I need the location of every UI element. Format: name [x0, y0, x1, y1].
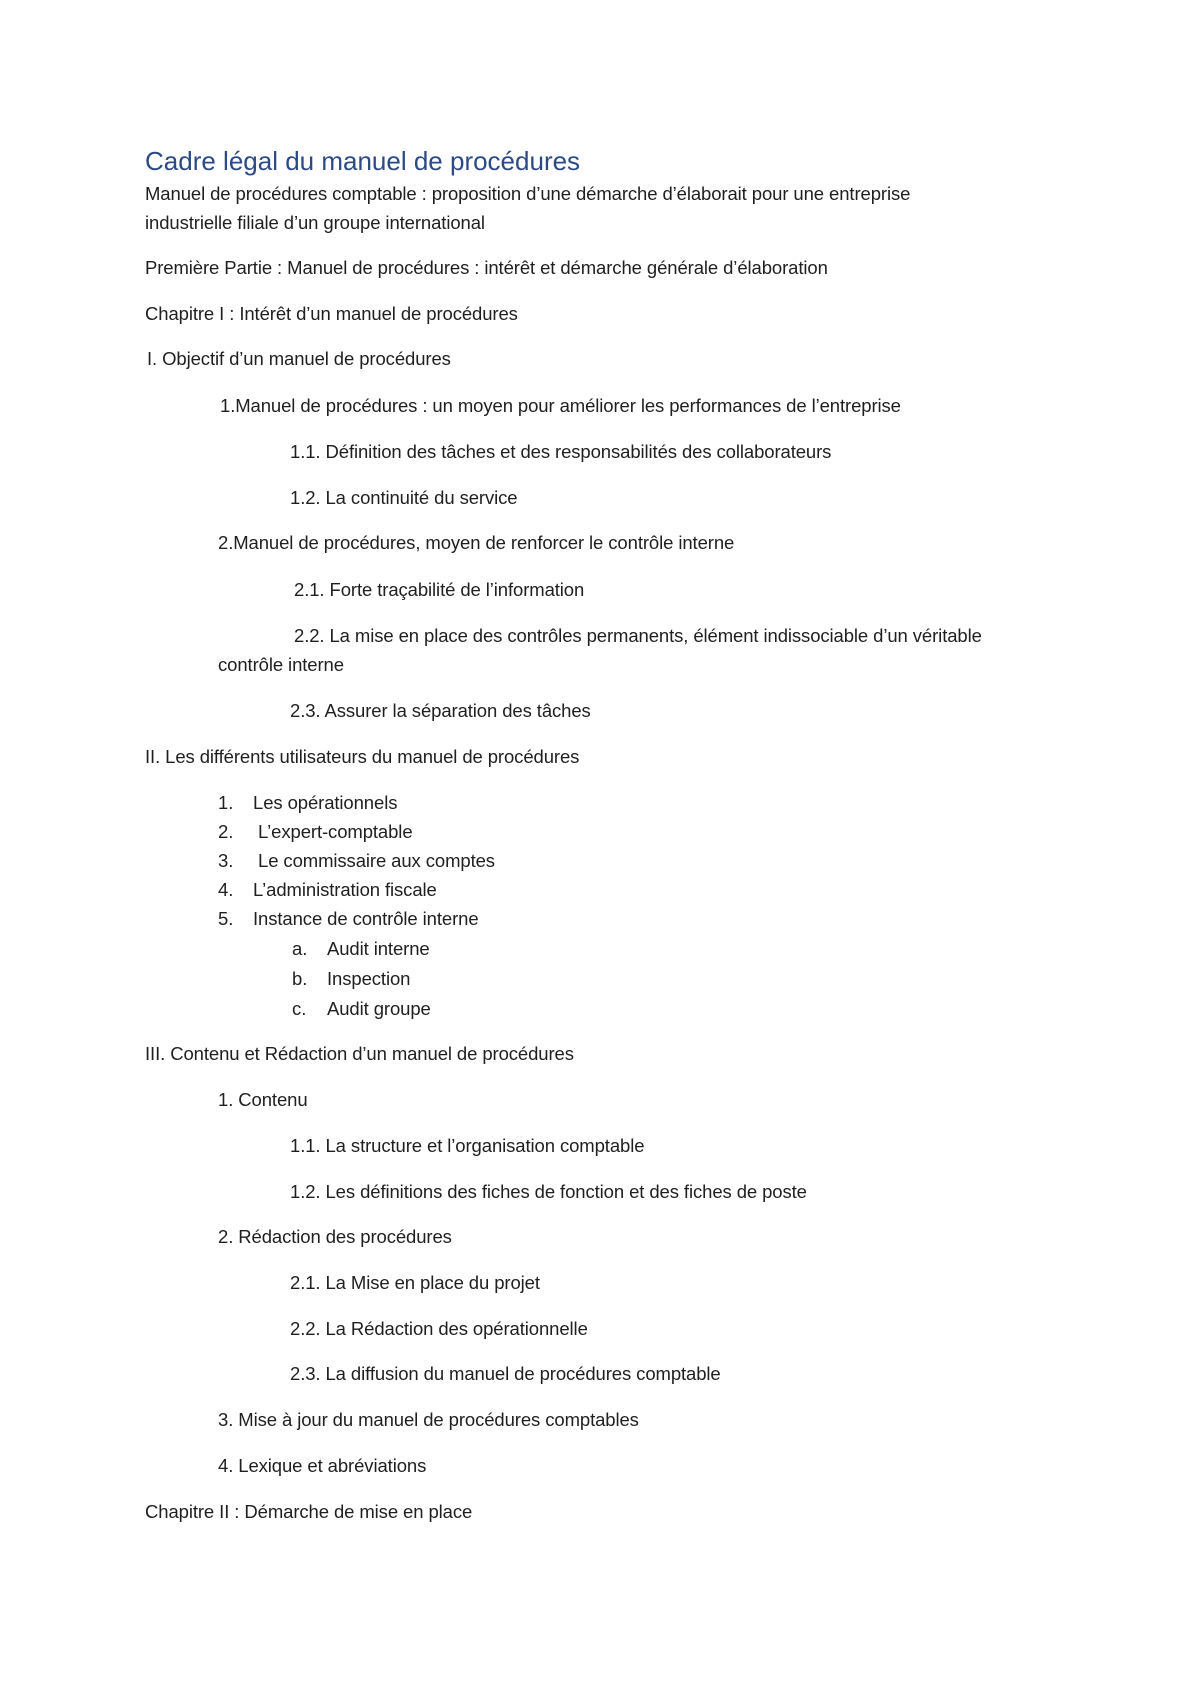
- section-I-1-heading: 1.Manuel de procédures : un moyen pour améliorer les performances de l’entreprise: [220, 395, 901, 416]
- section-I-2-1: 2.1. Forte traçabilité de l’information: [294, 579, 585, 600]
- sublist-item-letter: c.: [292, 998, 307, 1019]
- section-I-2-3: 2.3. Assurer la séparation des tâches: [290, 700, 591, 721]
- intro-line-2: industrielle filiale d’un groupe international: [145, 212, 485, 233]
- sublist-item: Inspection: [327, 968, 411, 989]
- section-I-1-2: 1.2. La continuité du service: [290, 487, 518, 508]
- list-item-number: 3.: [218, 850, 234, 871]
- sublist-item: Audit groupe: [327, 998, 431, 1019]
- chapter-2-heading: Chapitre II : Démarche de mise en place: [145, 1501, 473, 1522]
- section-I-2-2-line-2: contrôle interne: [218, 654, 344, 675]
- section-I-2-2-line-1: 2.2. La mise en place des contrôles permanents, élément indissociable d’un véritable: [294, 625, 982, 646]
- section-III-2-1: 2.1. La Mise en place du projet: [290, 1272, 540, 1293]
- section-III-3-heading: 3. Mise à jour du manuel de procédures comptables: [218, 1409, 639, 1430]
- part-heading: Première Partie : Manuel de procédures : intérêt et démarche générale d’élaboration: [145, 257, 828, 278]
- section-I-1-1: 1.1. Définition des tâches et des responsabilités des collaborateurs: [290, 441, 832, 462]
- intro-line-1: Manuel de procédures comptable : proposition d’une démarche d’élaborait pour une entreprise: [145, 183, 911, 204]
- section-I-heading: I. Objectif d’un manuel de procédures: [147, 348, 451, 369]
- list-item: Le commissaire aux comptes: [258, 850, 495, 871]
- chapter-1-heading: Chapitre I : Intérêt d’un manuel de procédures: [145, 303, 518, 324]
- list-item-number: 2.: [218, 821, 234, 842]
- section-III-heading: III. Contenu et Rédaction d’un manuel de procédures: [145, 1043, 574, 1064]
- section-III-2-heading: 2. Rédaction des procédures: [218, 1226, 452, 1247]
- sublist-item-letter: a.: [292, 938, 308, 959]
- section-III-4-heading: 4. Lexique et abréviations: [218, 1455, 427, 1476]
- list-item-number: 5.: [218, 908, 234, 929]
- list-item-number: 1.: [218, 792, 234, 813]
- sublist-item: Audit interne: [327, 938, 430, 959]
- document-title: Cadre légal du manuel de procédures: [145, 146, 581, 176]
- sublist-item-letter: b.: [292, 968, 308, 989]
- list-item: Instance de contrôle interne: [253, 908, 479, 929]
- section-I-2-heading: 2.Manuel de procédures, moyen de renforcer le contrôle interne: [218, 532, 735, 553]
- section-III-2-3: 2.3. La diffusion du manuel de procédures comptable: [290, 1363, 721, 1384]
- list-item: L’expert-comptable: [258, 821, 413, 842]
- list-item: Les opérationnels: [253, 792, 398, 813]
- section-III-2-2: 2.2. La Rédaction des opérationnelle: [290, 1318, 588, 1339]
- section-III-1-heading: 1. Contenu: [218, 1089, 308, 1110]
- section-III-1-1: 1.1. La structure et l’organisation comptable: [290, 1135, 645, 1156]
- section-III-1-2: 1.2. Les définitions des fiches de fonction et des fiches de poste: [290, 1181, 807, 1202]
- section-II-heading: II. Les différents utilisateurs du manuel de procédures: [145, 746, 580, 767]
- list-item-number: 4.: [218, 879, 234, 900]
- list-item: L’administration fiscale: [253, 879, 437, 900]
